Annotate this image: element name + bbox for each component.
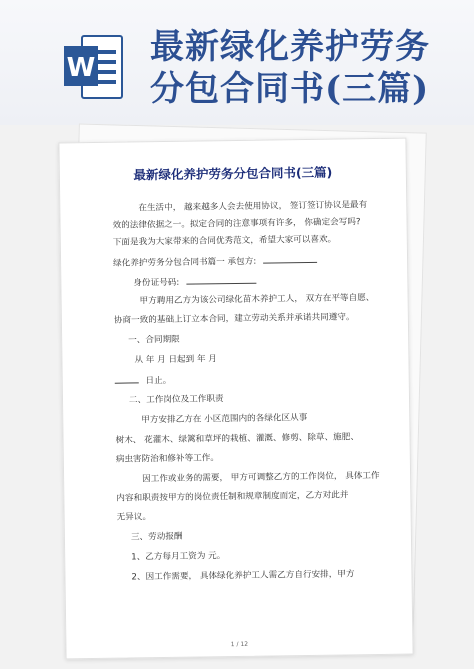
paragraph-line: 内容和职责按甲方的岗位责任制和规章制度而定，乙方对此并	[116, 490, 349, 504]
blank-field	[186, 274, 256, 285]
paragraph-line: 甲方聘用乙方为该公司绿化苗木养护工人， 双方在平等自愿、	[139, 293, 375, 307]
paragraph-text: 日止。	[145, 375, 172, 387]
paragraph-line: 树木、 花灌木、绿篱和草坪的栽植、灌溉、修剪、除草、施肥、	[115, 432, 359, 446]
word-doc-icon	[62, 32, 124, 102]
blank-field	[263, 253, 317, 264]
cover-title-line2: 分包合同书(三篇)	[150, 69, 430, 109]
document-page	[58, 138, 413, 660]
document-title: 最新绿化养护劳务分包合同书(三篇)	[133, 164, 333, 183]
cover-title	[150, 26, 470, 110]
section-heading: 三、劳动报酬	[130, 531, 183, 543]
cover-title-line1: 最新绿化养护劳务	[150, 27, 430, 67]
paragraph-line: 2、因工作需要， 具体绿化养护工人需乙方自行安排，甲方	[131, 569, 355, 583]
page-number: 1 / 12	[230, 640, 249, 649]
section-heading: 一、合同期限	[128, 334, 180, 346]
paragraph-line: 在生活中， 越来越多人会去使用协议， 签订签订协议是最有	[138, 200, 368, 214]
section-heading: 二、工作岗位及工作职责	[128, 394, 224, 406]
paragraph-line: 无异议。	[116, 512, 152, 523]
paragraph-line: 病虫害防治和修补等工作。	[115, 453, 220, 465]
cover-header	[0, 0, 474, 125]
paragraph-line-with-blank	[133, 274, 256, 290]
paragraph-line: 从 年 月 日起到 年 月	[134, 354, 217, 366]
paragraph-line: 下面是我为大家带来的合同优秀范文，希望大家可以喜欢。	[112, 234, 337, 248]
paragraph-line: 1、乙方每月工资为 元。	[131, 551, 226, 563]
paragraph-line: 因工作或业务的需要， 甲方可调整乙方的工作岗位， 具体工作	[142, 471, 380, 485]
paragraph-line: 甲方安排乙方在 小区范围内的各绿化区从事	[141, 413, 308, 426]
blank-field	[115, 373, 139, 383]
paragraph-line: 协商一致的基础上订立本合同，建立劳动关系并承诺共同遵守。	[113, 312, 355, 326]
svg-text:W: W	[66, 53, 96, 83]
paragraph-line-with-blank	[115, 373, 172, 388]
paragraph-text: 身份证号码:	[133, 277, 180, 289]
paragraph-text: 绿化养护劳务分包合同书篇一 承包方:	[113, 256, 257, 269]
paragraph-line-with-blank	[113, 253, 317, 270]
paragraph-line: 效的法律依据之一。拟定合同的注意事项有许多， 你确定会写吗?	[112, 217, 361, 231]
